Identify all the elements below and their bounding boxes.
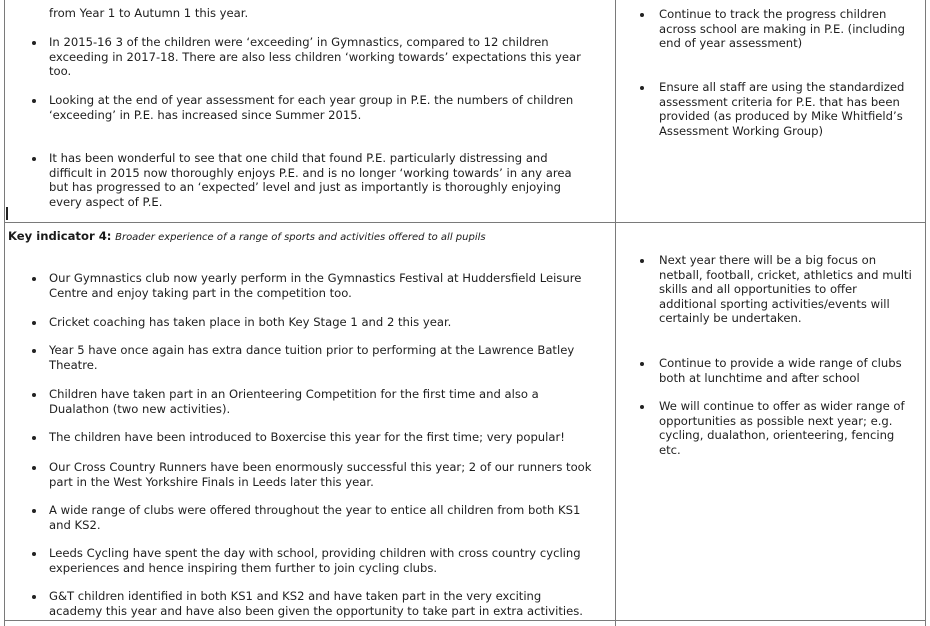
list-item: A wide range of clubs were offered throughout the year to entice all children from both KS1 and KS2. <box>49 503 581 532</box>
bullet-icon <box>32 393 36 397</box>
list-item: The children have been introduced to Boxercise this year for the first time; very popular! <box>49 430 565 444</box>
list-item: We will continue to offer as wider range of opportunities as possible next year; e.g. cycling, dualathon, orienteering, fencing etc. <box>659 399 905 457</box>
bullet-icon <box>640 362 644 366</box>
bullet-icon <box>32 277 36 281</box>
list-item: Leeds Cycling have spent the day with school, providing children with cross country cycling experiences and hence inspiring them further to join cycling clubs. <box>49 546 581 575</box>
bullet-icon <box>32 349 36 353</box>
bullet-icon <box>32 466 36 470</box>
table-border-bottom <box>4 620 926 621</box>
list-item: Our Cross Country Runners have been enormously successful this year; 2 of our runners took part in the West Yorkshire Finals in Leeds later this year. <box>49 460 592 489</box>
list-item: It has been wonderful to see that one child that found P.E. particularly distressing and difficult in 2015 now thoroughly enjoys P.E. and is no longer ‘working towards’ in any area but has progressed to an ‘expected’ level and just as importantly is thoroughly enjoying every aspect of P.E. <box>49 151 572 209</box>
bullet-icon <box>32 157 36 161</box>
list-item: G&T children identified in both KS1 and KS2 and have taken part in the very exciting academy this year and have also been given the opportunity to take part in extra activities. <box>49 589 583 618</box>
bullet-icon <box>32 509 36 513</box>
cursor-mark <box>6 207 8 220</box>
list-item: Year 5 have once again has extra dance tuition prior to performing at the Lawrence Batley Theatre. <box>49 343 575 372</box>
list-item: Children have taken part in an Orienteering Competition for the first time and also a Dualathon (two new activities). <box>49 387 539 416</box>
bullet-icon <box>640 259 644 263</box>
bullet-icon <box>32 436 36 440</box>
row-divider <box>4 222 926 223</box>
list-item: from Year 1 to Autumn 1 this year. <box>49 6 249 20</box>
list-item: Cricket coaching has taken place in both Key Stage 1 and 2 this year. <box>49 315 452 329</box>
bullet-icon <box>32 41 36 45</box>
indicator-text: Broader experience of a range of sports and activities offered to all pupils <box>115 232 486 243</box>
list-item: Looking at the end of year assessment for each year group in P.E. the numbers of children ‘exceeding’ in P.E. has increased since Summer 2015. <box>49 93 574 122</box>
list-item: Our Gymnastics club now yearly perform in the Gymnastics Festival at Huddersfield Leisure Centre and enjoy taking part in the competition too. <box>49 271 582 300</box>
table-border-right <box>925 0 926 626</box>
bullet-icon <box>640 405 644 409</box>
bullet-icon <box>640 86 644 90</box>
indicator-heading <box>8 229 486 245</box>
list-item: Continue to provide a wide range of clubs both at lunchtime and after school <box>659 356 902 385</box>
list-item: Continue to track the progress children across school are making in P.E. (including end of year assessment) <box>659 7 906 51</box>
list-item: Ensure all staff are using the standardized assessment criteria for P.E. that has been provided (as produced by Mike Whitfield’s Assessment Working Group) <box>659 80 905 138</box>
table-border-left <box>4 0 5 626</box>
bullet-icon <box>640 13 644 17</box>
bullet-icon <box>32 321 36 325</box>
indicator-label: Key indicator 4: <box>8 229 112 243</box>
column-divider <box>615 0 616 626</box>
bullet-icon <box>32 595 36 599</box>
bullet-icon <box>32 552 36 556</box>
bullet-icon <box>32 99 36 103</box>
list-item: In 2015-16 3 of the children were ‘exceeding’ in Gymnastics, compared to 12 children exceeding in 2017-18. There are also less children ‘working towards’ expectations this year too. <box>49 35 581 79</box>
list-item: Next year there will be a big focus on netball, football, cricket, athletics and multi skills and all opportunities to offer additional sporting activities/events will certainly be undertaken. <box>659 253 912 326</box>
